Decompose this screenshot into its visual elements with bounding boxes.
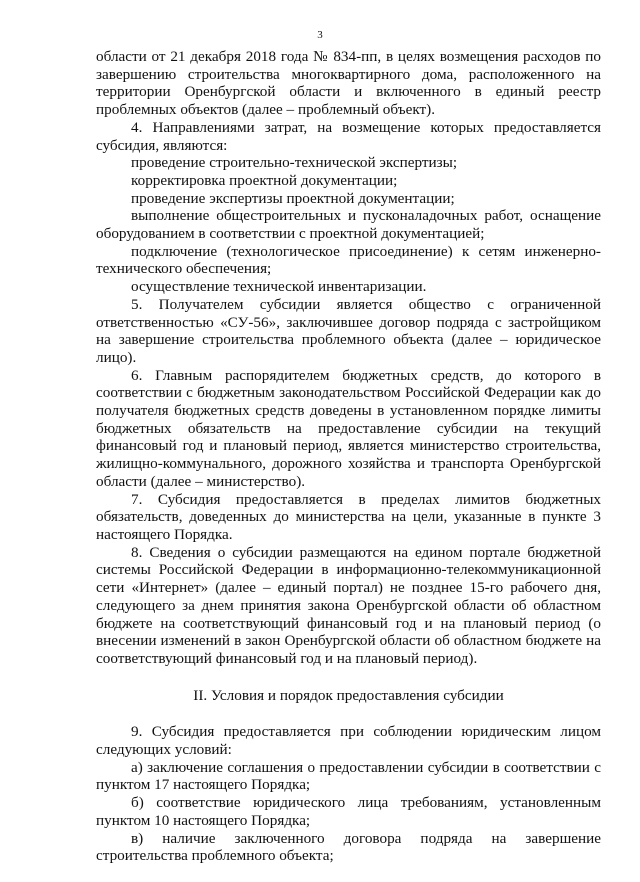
- list-item: б) соответствие юридического лица требованиям, установленным пунктом 10 настоящего Порядка;: [96, 794, 601, 829]
- paragraph: 7. Субсидия предоставляется в пределах лимитов бюджетных обязательств, доведенных до министерства на цели, указанные в пункте 3 настоящего Порядка.: [96, 490, 601, 543]
- list-item: проведение экспертизы проектной документации;: [131, 189, 455, 207]
- paragraph: 9. Субсидия предоставляется при соблюдении юридическим лицом следующих условий:: [96, 723, 601, 759]
- list-item: подключение (технологическое присоединение) к сетям инженерно-технического обеспечения;: [96, 242, 601, 278]
- paragraph: 5. Получателем субсидии является общество с ограниченной ответственностью «СУ-56», заключившее договор подряда с застройщиком на завершение строительства проблемного объекта (далее – юридическое лицо).: [96, 295, 601, 366]
- list-item: выполнение общестроительных и пусконаладочных работ, оснащение оборудованием в соответствии с проектной документацией;: [96, 207, 601, 243]
- list-item: в) наличие заключенного договора подряда на завершение строительства проблемного объекта;: [96, 829, 601, 865]
- list-item: а) заключение соглашения о предоставлении субсидии в соответствии с пунктом 17 настоящего Порядка;: [96, 758, 601, 794]
- paragraph: 8. Сведения о субсидии размещаются на едином портале бюджетной системы Российской Федерации в информационно-телекоммуникационной сети «Интернет» (далее – единый портал) не позднее 15-го рабочего дня, следующего за днем принятия закона Оренбургской области об областном бюджете на соответствующий финансовый год и на плановый период (о внесении изменений в закон Оренбургской области об областном бюджете на соответствующий финансовый год и на плановый период).: [96, 543, 601, 667]
- document-body: [96, 48, 601, 865]
- list-item: проведение строительно-технической экспертизы;: [131, 154, 458, 172]
- paragraph: 6. Главным распорядителем бюджетных средств, до которого в соответствии с бюджетным законодательством Российской Федерации как до получателя бюджетных средств доведены в установленном порядке лимиты бюджетных обязательств на предоставление субсидии на текущий финансовый год и плановый период, является министерство строительства, жилищно-коммунального, дорожного хозяйства и транспорта Оренбургской области (далее – министерство).: [96, 366, 601, 490]
- section-heading: II. Условия и порядок предоставления субсидии: [193, 686, 504, 704]
- list-item: осуществление технической инвентаризации.: [131, 278, 427, 296]
- page-number: 3: [317, 29, 323, 41]
- paragraph: области от 21 декабря 2018 года № 834-пп, в целях возмещения расходов по завершению строительства многоквартирного дома, расположенного на территории Оренбургской области и включенного в единый реестр проблемных объектов (далее – проблемный объект).: [96, 48, 601, 119]
- list-item: корректировка проектной документации;: [131, 171, 398, 189]
- paragraph: 4. Направлениями затрат, на возмещение которых предоставляется субсидия, являются:: [96, 118, 601, 154]
